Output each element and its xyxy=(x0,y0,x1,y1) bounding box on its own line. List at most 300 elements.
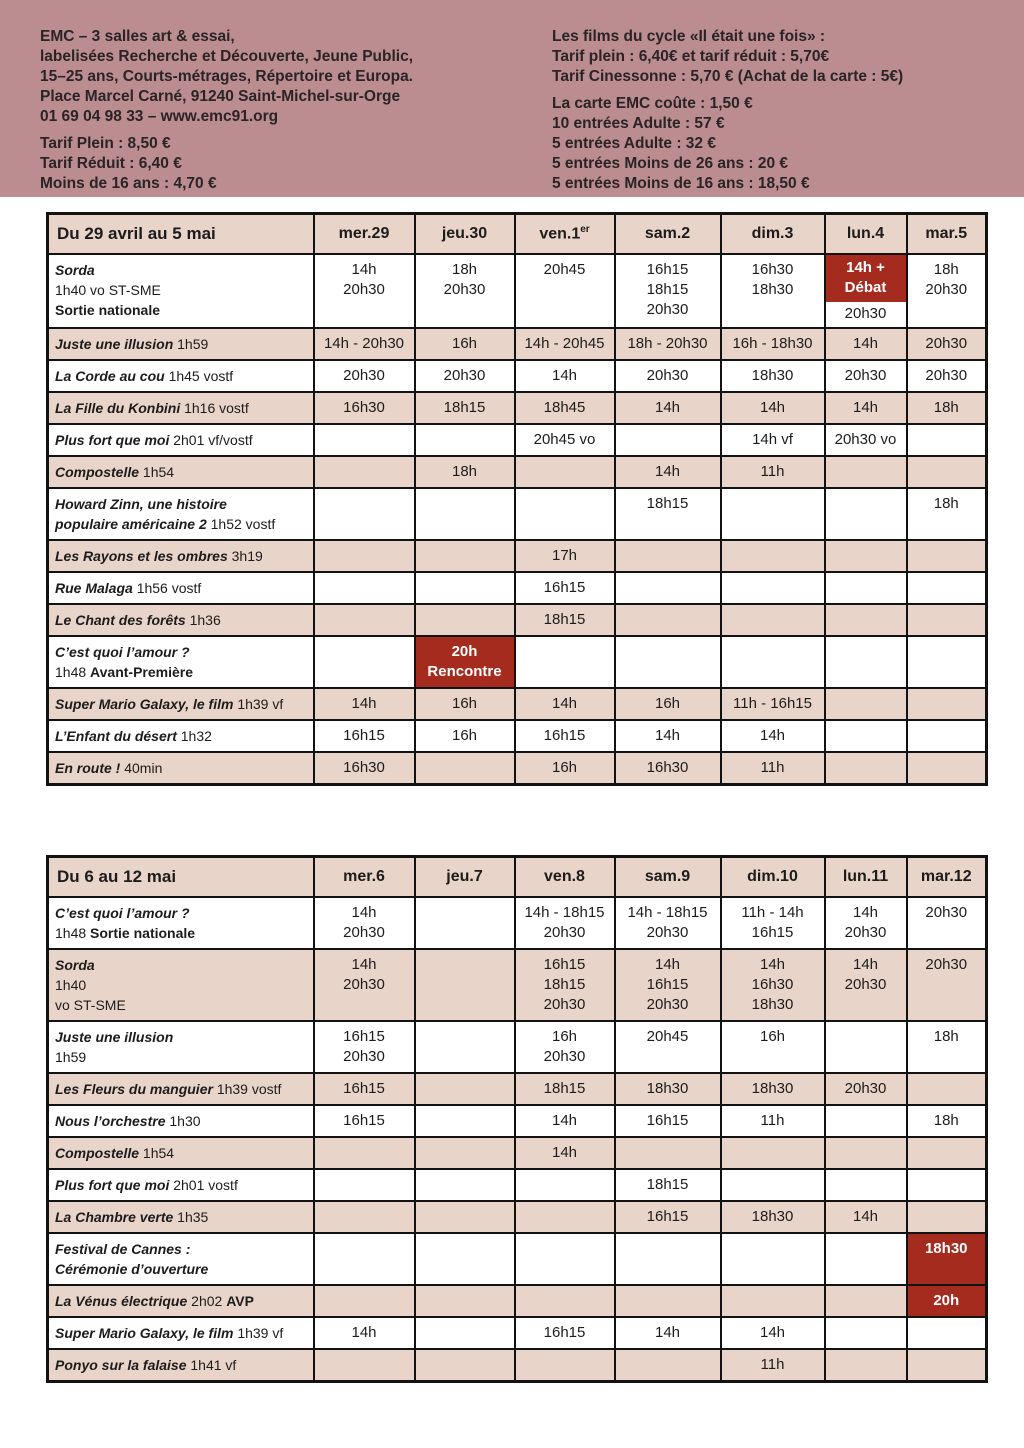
film-title-cell xyxy=(48,752,314,785)
showtime: 20h30 xyxy=(925,956,968,973)
showtime-cell xyxy=(615,1021,721,1073)
showtime-cell xyxy=(615,488,721,540)
showtime: 16h15 xyxy=(646,1208,689,1225)
showtime-cell xyxy=(415,1201,515,1233)
showtime-cell xyxy=(515,360,615,392)
showtime-cell xyxy=(515,604,615,636)
showtime-cell xyxy=(721,392,825,424)
showtime-cell xyxy=(314,1137,415,1169)
showtime-cell xyxy=(907,949,987,1021)
showtime: 17h xyxy=(551,547,578,564)
showtime: 14h xyxy=(551,1112,578,1129)
showtime-cell xyxy=(314,752,415,785)
film-title: Cérémonie d’ouverture xyxy=(55,1261,209,1277)
film-row xyxy=(48,636,987,688)
showtime-cell xyxy=(515,1201,615,1233)
showtime-cell xyxy=(907,1137,987,1169)
showtime: 14h - 18h15 xyxy=(627,904,708,921)
showtime-cell xyxy=(314,424,415,456)
schedule-table-week1 xyxy=(46,212,988,786)
film-title: Howard Zinn, une histoire xyxy=(55,496,227,512)
showtime: 14h xyxy=(852,335,879,352)
showtime-cell xyxy=(721,360,825,392)
day-header: mer.6 xyxy=(314,857,415,898)
film-title-cell xyxy=(48,688,314,720)
film-row xyxy=(48,392,987,424)
showtime-cell xyxy=(825,1137,907,1169)
showtime-cell xyxy=(515,1285,615,1317)
showtime: 20h30 xyxy=(925,335,968,352)
showtime-cell xyxy=(515,897,615,949)
showtime: 16h15 xyxy=(343,727,385,744)
showtime-cell xyxy=(721,1285,825,1317)
film-detail: vo ST-SME xyxy=(55,997,126,1013)
showtime: 14h xyxy=(759,1324,786,1341)
showtime: 20h30 xyxy=(646,301,689,318)
showtime-cell xyxy=(721,540,825,572)
showtime: 18h15 xyxy=(543,976,586,993)
film-detail: 1h39 vostf xyxy=(212,1081,282,1097)
film-title: Super Mario Galaxy, le film xyxy=(55,1325,234,1341)
day-header: jeu.7 xyxy=(415,857,515,898)
showtime: 18h30 xyxy=(751,1208,794,1225)
film-row xyxy=(48,456,987,488)
film-row xyxy=(48,688,987,720)
showtime-cell xyxy=(825,360,907,392)
showtime: 18h xyxy=(933,399,959,416)
film-row xyxy=(48,540,987,572)
film-detail: 1h48 xyxy=(55,664,91,680)
showtime: 14h xyxy=(852,904,879,921)
showtime: 16h15 xyxy=(543,1324,586,1341)
showtime-cell xyxy=(415,604,515,636)
film-detail: 1h52 vostf xyxy=(206,516,276,532)
film-row xyxy=(48,572,987,604)
showtime-cell xyxy=(415,488,515,540)
showtime: 14h xyxy=(654,1324,681,1341)
showtime-cell xyxy=(721,1201,825,1233)
showtime: 20h30 xyxy=(844,367,887,384)
showtime: 20h30 xyxy=(343,976,385,993)
showtime-cell xyxy=(415,360,515,392)
showtime-cell xyxy=(615,540,721,572)
showtime: 14h xyxy=(351,261,377,278)
showtime-cell xyxy=(314,1349,415,1382)
film-title-cell xyxy=(48,1137,314,1169)
showtime-cell xyxy=(415,456,515,488)
showtime-cell xyxy=(907,488,987,540)
showtime: 18h30 xyxy=(751,281,794,298)
showtime: 20h30 xyxy=(844,976,887,993)
banner-line: 10 entrées Adulte : 57 € xyxy=(552,115,725,132)
day-header: mer.29 xyxy=(314,214,415,255)
showtime: 11h xyxy=(760,759,785,776)
showtime: 18h xyxy=(451,261,478,278)
showtime-cell xyxy=(907,1201,987,1233)
film-detail: 1h32 xyxy=(176,728,212,744)
showtime-cell xyxy=(515,254,615,328)
showtime-cell xyxy=(615,456,721,488)
showtime-cell xyxy=(314,254,415,328)
showtime-cell xyxy=(721,1073,825,1105)
showtime: 18h30 xyxy=(924,1240,968,1257)
showtime: 14h - 18h15 xyxy=(524,904,605,921)
showtime: 18h30 xyxy=(751,367,794,384)
film-detail: 1h56 vostf xyxy=(132,580,202,596)
showtime-cell xyxy=(907,424,987,456)
showtime-cell xyxy=(415,1317,515,1349)
showtime: 18h xyxy=(933,261,959,278)
film-title: Plus fort que moi xyxy=(55,1177,170,1193)
highlight-block xyxy=(826,255,906,302)
showtime-cell xyxy=(314,604,415,636)
showtime: 14h xyxy=(654,463,681,480)
showtime-cell xyxy=(615,897,721,949)
day-header: ven.1er xyxy=(515,214,615,255)
banner-line: Tarif Plein : 8,50 € xyxy=(40,135,171,152)
showtime-cell xyxy=(907,540,987,572)
showtime-cell xyxy=(721,1021,825,1073)
showtime-cell xyxy=(515,540,615,572)
showtime-cell xyxy=(314,1105,415,1137)
showtime-cell xyxy=(515,1073,615,1105)
showtime-cell xyxy=(415,572,515,604)
showtime-cell xyxy=(515,1105,615,1137)
showtime: 18h30 xyxy=(751,1080,794,1097)
film-detail: AVP xyxy=(226,1293,254,1309)
banner-line: Tarif Cinessonne : 5,70 € (Achat de la carte : 5€) xyxy=(552,68,904,85)
showtime-cell xyxy=(825,392,907,424)
showtime-cell xyxy=(615,1285,721,1317)
showtime-cell xyxy=(721,1137,825,1169)
showtime: 14h xyxy=(351,956,377,973)
film-detail: 1h35 xyxy=(173,1209,209,1225)
film-title: Nous l’orchestre xyxy=(55,1113,166,1129)
showtime: 14h xyxy=(351,904,377,921)
film-title: Juste une illusion xyxy=(55,1029,174,1045)
showtime-cell xyxy=(825,328,907,360)
showtime-cell xyxy=(515,720,615,752)
showtime: 18h45 xyxy=(543,399,586,416)
showtime-cell xyxy=(907,752,987,785)
showtime-cell xyxy=(721,424,825,456)
showtime-cell xyxy=(825,456,907,488)
showtime-cell xyxy=(415,254,515,328)
film-title-cell xyxy=(48,604,314,636)
showtime: 16h15 xyxy=(751,924,794,941)
showtime-cell xyxy=(721,752,825,785)
film-row xyxy=(48,1169,987,1201)
showtime-cell xyxy=(907,897,987,949)
showtime-cell xyxy=(907,688,987,720)
showtime-cell xyxy=(515,572,615,604)
showtime-cell xyxy=(825,949,907,1021)
showtime-cell xyxy=(615,254,721,328)
film-title: Festival de Cannes : xyxy=(55,1241,191,1257)
showtime-below xyxy=(826,302,906,327)
day-header: ven.8 xyxy=(515,857,615,898)
film-detail: 3h19 xyxy=(227,548,263,564)
showtime-cell xyxy=(615,360,721,392)
showtime-cell xyxy=(907,392,987,424)
showtime: 20h30 vo xyxy=(834,431,897,448)
showtime-cell xyxy=(615,1073,721,1105)
showtime-cell xyxy=(825,1317,907,1349)
film-detail: 1h59 xyxy=(173,336,209,352)
showtime-cell xyxy=(314,572,415,604)
showtime: 14h xyxy=(551,695,578,712)
film-title-cell xyxy=(48,1317,314,1349)
showtime: 18h15 xyxy=(646,281,689,298)
week-range-title: Du 29 avril au 5 mai xyxy=(48,214,314,255)
banner-line: 5 entrées Adulte : 32 € xyxy=(552,135,716,152)
showtime: 14h xyxy=(351,695,377,712)
showtime-cell xyxy=(314,897,415,949)
showtime: 18h15 xyxy=(443,399,486,416)
showtime-cell xyxy=(907,360,987,392)
showtime-cell xyxy=(415,1349,515,1382)
showtime: 16h xyxy=(451,335,478,352)
showtime: 20h30 xyxy=(925,281,968,298)
showtime-cell xyxy=(721,1105,825,1137)
showtime: 16h15 xyxy=(543,727,586,744)
showtime: 18h30 xyxy=(751,996,794,1013)
day-header: sam.9 xyxy=(615,857,721,898)
film-detail: 2h01 vf/vostf xyxy=(169,432,253,448)
film-row xyxy=(48,1201,987,1233)
showtime-cell xyxy=(314,1233,415,1285)
showtime-cell xyxy=(415,949,515,1021)
showtime-cell xyxy=(825,752,907,785)
showtime-cell xyxy=(825,720,907,752)
film-detail: 1h48 xyxy=(55,925,91,941)
film-title-cell xyxy=(48,540,314,572)
showtime: 11h xyxy=(760,463,785,480)
showtime: 14h xyxy=(852,399,879,416)
showtime-cell xyxy=(825,540,907,572)
showtime-cell xyxy=(825,1285,907,1317)
showtime: 20h30 xyxy=(543,1048,586,1065)
showtime: 20h30 xyxy=(844,305,887,322)
showtime-cell xyxy=(314,1285,415,1317)
showtime: 16h15 xyxy=(343,1080,385,1097)
showtime: 16h30 xyxy=(343,399,385,416)
showtime: 20h45 vo xyxy=(533,431,596,448)
showtime: 16h - 18h30 xyxy=(732,335,813,352)
showtime-cell xyxy=(907,1169,987,1201)
film-title-cell xyxy=(48,720,314,752)
showtime-cell xyxy=(415,392,515,424)
header-banner xyxy=(0,0,1024,197)
showtime-cell xyxy=(515,392,615,424)
showtime: 14h xyxy=(759,956,786,973)
film-title-cell xyxy=(48,392,314,424)
showtime: 14h xyxy=(351,1324,377,1341)
showtime-cell xyxy=(615,1233,721,1285)
showtime: 20h45 xyxy=(646,1028,689,1045)
showtime: 16h15 xyxy=(343,1112,385,1129)
showtime: 20h30 xyxy=(343,1048,385,1065)
film-row xyxy=(48,254,987,328)
showtime: 14h - 20h45 xyxy=(524,335,605,352)
showtime-cell xyxy=(515,636,615,688)
showtime-cell xyxy=(515,1169,615,1201)
showtime: 18h30 xyxy=(646,1080,689,1097)
showtime: 16h30 xyxy=(343,759,385,776)
showtime: 18h xyxy=(933,1028,959,1045)
film-title-cell xyxy=(48,456,314,488)
showtime-cell xyxy=(515,949,615,1021)
film-title: Sorda xyxy=(55,262,95,278)
showtime: 11h xyxy=(760,1356,785,1373)
showtime-cell xyxy=(615,1349,721,1382)
film-title: Compostelle xyxy=(55,464,140,480)
showtime: 16h15 xyxy=(646,976,689,993)
showtime: 16h30 xyxy=(646,759,689,776)
showtime-cell xyxy=(825,1021,907,1073)
showtime: 14h xyxy=(852,956,879,973)
showtime: 20h30 xyxy=(343,924,385,941)
showtime: 20h30 xyxy=(844,924,887,941)
film-title: Compostelle xyxy=(55,1145,140,1161)
showtime-cell xyxy=(825,1201,907,1233)
banner-line: Place Marcel Carné, 91240 Saint-Michel-sur-Orge xyxy=(40,88,401,105)
showtime: 14h xyxy=(759,727,786,744)
showtime-cell xyxy=(515,456,615,488)
film-title: populaire américaine 2 xyxy=(55,516,207,532)
day-header: lun.11 xyxy=(825,857,907,898)
showtime: 18h - 20h30 xyxy=(627,335,708,352)
film-title-cell xyxy=(48,488,314,540)
film-row xyxy=(48,1317,987,1349)
showtime: 20h30 xyxy=(543,996,586,1013)
showtime-cell xyxy=(825,636,907,688)
showtime-cell xyxy=(907,456,987,488)
banner-line: La carte EMC coûte : 1,50 € xyxy=(552,95,753,112)
film-title-cell xyxy=(48,1349,314,1382)
showtime-cell xyxy=(721,688,825,720)
showtime-cell xyxy=(907,328,987,360)
showtime-cell xyxy=(515,328,615,360)
showtime-cell xyxy=(615,328,721,360)
showtime-cell xyxy=(314,328,415,360)
showtime: 20h xyxy=(933,1292,960,1309)
showtime: 14h vf xyxy=(752,431,793,448)
showtime-cell xyxy=(615,1317,721,1349)
showtime-cell xyxy=(314,360,415,392)
showtime: 18h xyxy=(933,1112,959,1129)
showtime-cell xyxy=(907,1317,987,1349)
showtime-cell xyxy=(314,720,415,752)
showtime: 14h xyxy=(852,1208,879,1225)
showtime-cell xyxy=(415,752,515,785)
showtime-cell xyxy=(515,1349,615,1382)
showtime: 16h15 xyxy=(543,956,586,973)
film-title: La Corde au cou xyxy=(55,368,165,384)
film-detail: 1h39 vf xyxy=(233,696,284,712)
showtime-cell xyxy=(907,604,987,636)
film-row xyxy=(48,1233,987,1285)
banner-line: 5 entrées Moins de 16 ans : 18,50 € xyxy=(552,175,810,192)
showtime-cell xyxy=(314,1317,415,1349)
showtime-cell xyxy=(415,424,515,456)
showtime: 20h30 xyxy=(646,367,689,384)
showtime-cell xyxy=(515,752,615,785)
highlight-cell xyxy=(907,1285,987,1317)
showtime-cell xyxy=(825,488,907,540)
showtime-cell xyxy=(415,897,515,949)
showtime-cell xyxy=(615,604,721,636)
film-title-cell xyxy=(48,949,314,1021)
showtime: 18h xyxy=(451,463,478,480)
showtime-cell xyxy=(415,688,515,720)
showtime: Rencontre xyxy=(427,663,502,680)
banner-line: Tarif plein : 6,40€ et tarif réduit : 5,70€ xyxy=(552,48,830,65)
showtime-cell xyxy=(907,1105,987,1137)
showtime-cell xyxy=(721,254,825,328)
showtime: 16h15 xyxy=(646,261,689,278)
showtime-cell xyxy=(907,1349,987,1382)
showtime-cell xyxy=(615,1137,721,1169)
showtime: 16h xyxy=(551,1028,578,1045)
showtime-cell xyxy=(721,720,825,752)
day-header: dim.10 xyxy=(721,857,825,898)
film-row xyxy=(48,1349,987,1382)
showtime-cell xyxy=(825,1105,907,1137)
showtime: 20h30 xyxy=(646,996,689,1013)
showtime: 14h + xyxy=(846,259,885,276)
showtime-cell xyxy=(615,1105,721,1137)
showtime: Débat xyxy=(844,279,887,296)
showtime-cell xyxy=(907,1021,987,1073)
showtime-cell xyxy=(314,636,415,688)
film-detail: Sortie nationale xyxy=(90,925,196,941)
showtime: 16h xyxy=(654,695,681,712)
film-title-cell xyxy=(48,1073,314,1105)
day-header: mar.12 xyxy=(907,857,987,898)
showtime: 11h xyxy=(760,1112,785,1129)
film-title-cell xyxy=(48,1021,314,1073)
showtime-cell xyxy=(721,572,825,604)
film-row xyxy=(48,752,987,785)
day-header: lun.4 xyxy=(825,214,907,255)
film-detail: Sortie nationale xyxy=(55,302,161,318)
showtime-cell xyxy=(515,688,615,720)
showtime: 18h15 xyxy=(543,1080,586,1097)
showtime: 14h xyxy=(654,727,681,744)
film-title-cell xyxy=(48,1285,314,1317)
showtime: 16h xyxy=(451,695,478,712)
showtime-cell xyxy=(615,572,721,604)
film-title-cell xyxy=(48,1201,314,1233)
showtime-cell xyxy=(825,897,907,949)
showtime-cell xyxy=(415,1021,515,1073)
film-title: C’est quoi l’amour ? xyxy=(55,644,190,660)
showtime-cell xyxy=(615,688,721,720)
showtime-cell xyxy=(825,1073,907,1105)
showtime-cell xyxy=(314,392,415,424)
showtime-cell xyxy=(515,1021,615,1073)
film-detail: 1h16 vostf xyxy=(180,400,249,416)
film-detail: 1h36 xyxy=(185,612,221,628)
showtime-cell xyxy=(415,1233,515,1285)
film-title: Rue Malaga xyxy=(55,580,133,596)
film-detail: 2h02 xyxy=(187,1293,227,1309)
film-detail: 1h39 vf xyxy=(233,1325,284,1341)
highlight-cell xyxy=(907,1233,987,1285)
showtime: 20h30 xyxy=(844,1080,887,1097)
showtime-cell xyxy=(314,1169,415,1201)
